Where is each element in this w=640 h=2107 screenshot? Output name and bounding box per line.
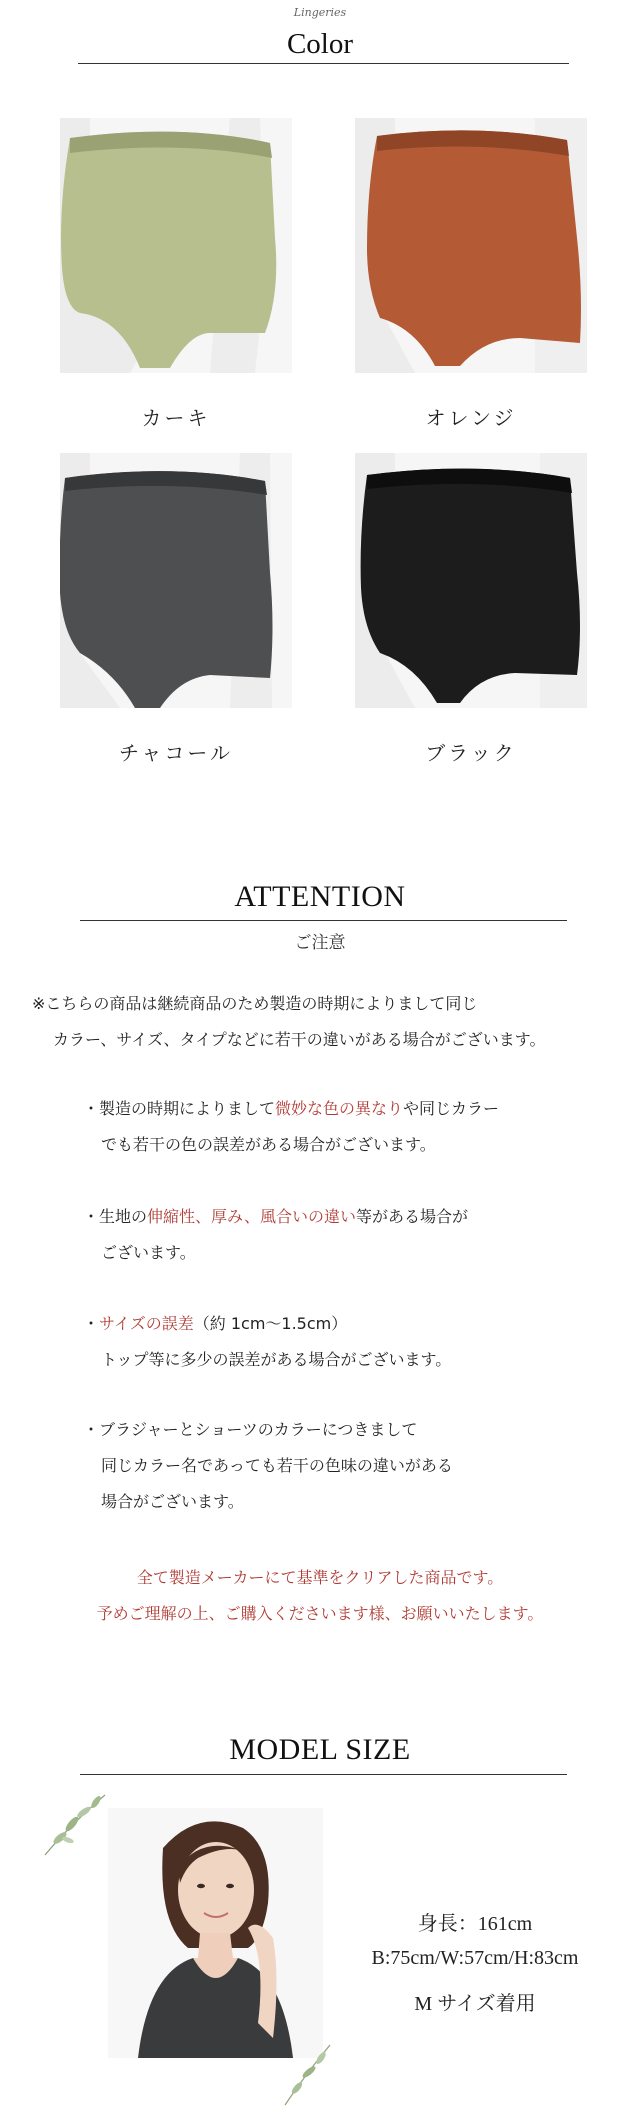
color-label-black: ブラック — [425, 741, 517, 765]
shorts-image-orange — [355, 118, 587, 373]
color-swatch-orange[interactable] — [355, 118, 587, 373]
leaf-decoration-top-icon — [40, 1790, 110, 1860]
color-section-title: Color — [286, 28, 354, 60]
attention-title: ATTENTION — [234, 880, 406, 913]
attention-item-3-line2: トップ等に多少の誤差がある場合がございます。 — [101, 1350, 452, 1369]
color-label-charcoal: チャコール — [119, 741, 233, 765]
attention-intro-line1: ※こちらの商品は継続商品のため製造の時期によりまして同じ — [32, 994, 478, 1013]
model-photo — [108, 1808, 323, 2058]
shorts-image-charcoal — [60, 453, 292, 708]
lingeries-script-text: Lingeries — [293, 6, 347, 19]
attention-item-2-line1: ・生地の伸縮性、厚み、風合いの違い等がある場合が — [83, 1207, 468, 1226]
shorts-image-black — [355, 453, 587, 708]
attention-item-4-line3: 場合がございます。 — [101, 1492, 244, 1511]
attention-item-2-line2: ございます。 — [101, 1243, 196, 1262]
leaf-decoration-bottom-icon — [275, 2040, 335, 2107]
color-swatch-black[interactable] — [355, 453, 587, 708]
attention-intro-line2: カラー、サイズ、タイプなどに若干の違いがある場合がございます。 — [53, 1030, 546, 1049]
color-swatch-khaki[interactable] — [60, 118, 292, 373]
model-size-title: MODEL SIZE — [229, 1733, 411, 1766]
attention-item-3-highlight: サイズの誤差 — [99, 1314, 194, 1333]
model-measurements: B:75cm/W:57cm/H:83cm — [371, 1947, 579, 1969]
attention-item-4-line1: ・ブラジャーとショーツのカラーにつきまして — [83, 1420, 418, 1439]
model-height: 身長：161cm — [417, 1913, 533, 1935]
attention-item-3-line1: ・サイズの誤差（約 1cm〜1.5cm） — [83, 1314, 348, 1333]
color-label-khaki: カーキ — [141, 406, 211, 430]
attention-item-4-line2: 同じカラー名であっても若干の色味の違いがある — [101, 1456, 453, 1475]
model-size-title-rule — [80, 1774, 567, 1775]
color-title-rule — [78, 63, 569, 64]
model-size-worn: M サイズ着用 — [414, 1993, 536, 2015]
attention-item-1-highlight: 微妙な色の異なり — [275, 1099, 404, 1118]
color-label-orange: オレンジ — [425, 406, 517, 430]
attention-item-1-line1: ・製造の時期によりまして微妙な色の異なりや同じカラー — [83, 1099, 500, 1118]
color-swatch-charcoal[interactable] — [60, 453, 292, 708]
attention-closing-line2: 予めご理解の上、ご購入くださいます様、お願いいたします。 — [96, 1604, 544, 1623]
attention-subtitle: ご注意 — [294, 933, 346, 953]
attention-item-2-highlight: 伸縮性、厚み、風合いの違い — [147, 1207, 356, 1226]
attention-item-1-line2: でも若干の色の誤差がある場合がございます。 — [101, 1135, 436, 1154]
attention-title-rule — [80, 920, 567, 921]
attention-closing-line1: 全て製造メーカーにて基準をクリアした商品です。 — [136, 1568, 504, 1587]
shorts-image-khaki — [60, 118, 292, 373]
